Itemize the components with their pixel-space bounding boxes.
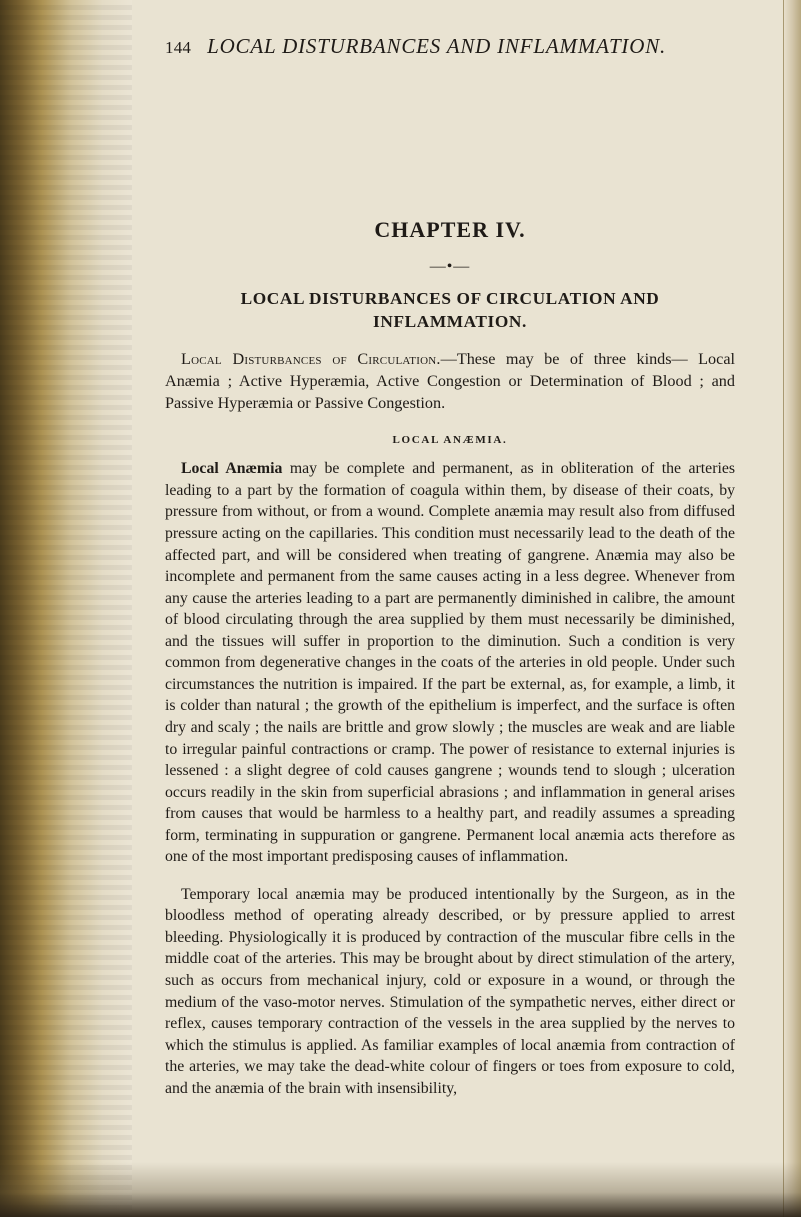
- page-text-block: [165, 34, 735, 1184]
- book-binding-shadow: [0, 0, 132, 1217]
- subheading-local-anaemia: LOCAL ANÆMIA.: [392, 434, 508, 447]
- intro-paragraph: [165, 348, 735, 415]
- section-title: [165, 287, 735, 333]
- chapter-title: CHAPTER IV.: [374, 217, 526, 242]
- running-head: [165, 34, 735, 62]
- section-title-line-1: LOCAL DISTURBANCES OF CIRCULATION AND: [240, 289, 660, 308]
- page-number: 144: [165, 38, 192, 57]
- chapter-ornament: —•—: [429, 258, 471, 275]
- paragraph-local-anaemia: [165, 458, 735, 868]
- paragraph-text-2: Temporary local anæmia may be produced intentionally by the Surgeon, as in the bloodless method of operating already described, or by pressure applied to arrest bleeding. Physiologically it is produced by contraction of the muscular fibre cells in the middle coat of the arteries. This may be brought about by direct stimulation of the artery, such as occurs from mechanical injury, cold or exposure in a wound, or through the medium of the vaso-motor nerves. Stimulation of the sympathetic nerves, either direct or reflex, causes temporary contraction of the vessels in the area supplied by the nerves to which the stimulus is applied. As familiar examples of local anæmia from contraction of the arteries, we may take the dead-white colour of fingers or toes from exposure to cold, and the anæmia of the brain with insensibility,: [165, 885, 735, 1097]
- intro-text: —These may be of three kinds— Local Anæmia ; Active Hyperæmia, Active Congestion or Determination of Blood ; and Passive Hyperæmia or Passive Congestion.: [165, 349, 735, 413]
- paragraph-lead: Local Anæmia: [181, 460, 283, 478]
- section-title-line-2: INFLAMMATION.: [373, 312, 527, 332]
- paragraph-temporary-anaemia: [165, 884, 735, 1100]
- page-edge: [783, 0, 801, 1217]
- running-title: LOCAL DISTURBANCES AND INFLAMMATION.: [207, 34, 667, 58]
- paragraph-text: may be complete and permanent, as in obliteration of the arteries leading to a part by the formation of coagula within them, by disease of their coats, by pressure from without, or from a wound. Complete anæmia may result also from diffused pressure acting on the capillaries. This condition must necessarily lead to the death of the affected part, and will be considered when treating of gangrene. Anæmia may also be incomplete and permanent from the same causes acting in a less degree. Whenever from any cause the arteries leading to a part are permanently diminished in calibre, the amount of blood circulating through the area supplied by them must necessarily be diminished, and the tissues will suffer in proportion to the diminution. Such a condition is very common from degenerative changes in the coats of the arteries in old people. Under such circumstances the nutrition is impaired. If the part be external, as, for example, a limb, it is colder than natural ; the growth of the epithelium is imperfect, and the surface is often dry and scaly ; the nails are brittle and grow slowly ; the muscles are weak and are liable to irregular painful contractions or cramp. The power of resistance to external injuries is lessened : a slight degree of cold causes gangrene ; wounds tend to slough ; ulceration occurs readily in the skin from superficial abrasions ; and inflammation in general arises from causes that would be harmless to a healthy part, and readily assumes a spreading form, terminating in suppuration or gangrene. Permanent local anæmia acts therefore as one of the most important predisposing causes of inflammation.: [165, 460, 736, 866]
- intro-lead: Local Disturbances of Circulation.: [181, 349, 441, 368]
